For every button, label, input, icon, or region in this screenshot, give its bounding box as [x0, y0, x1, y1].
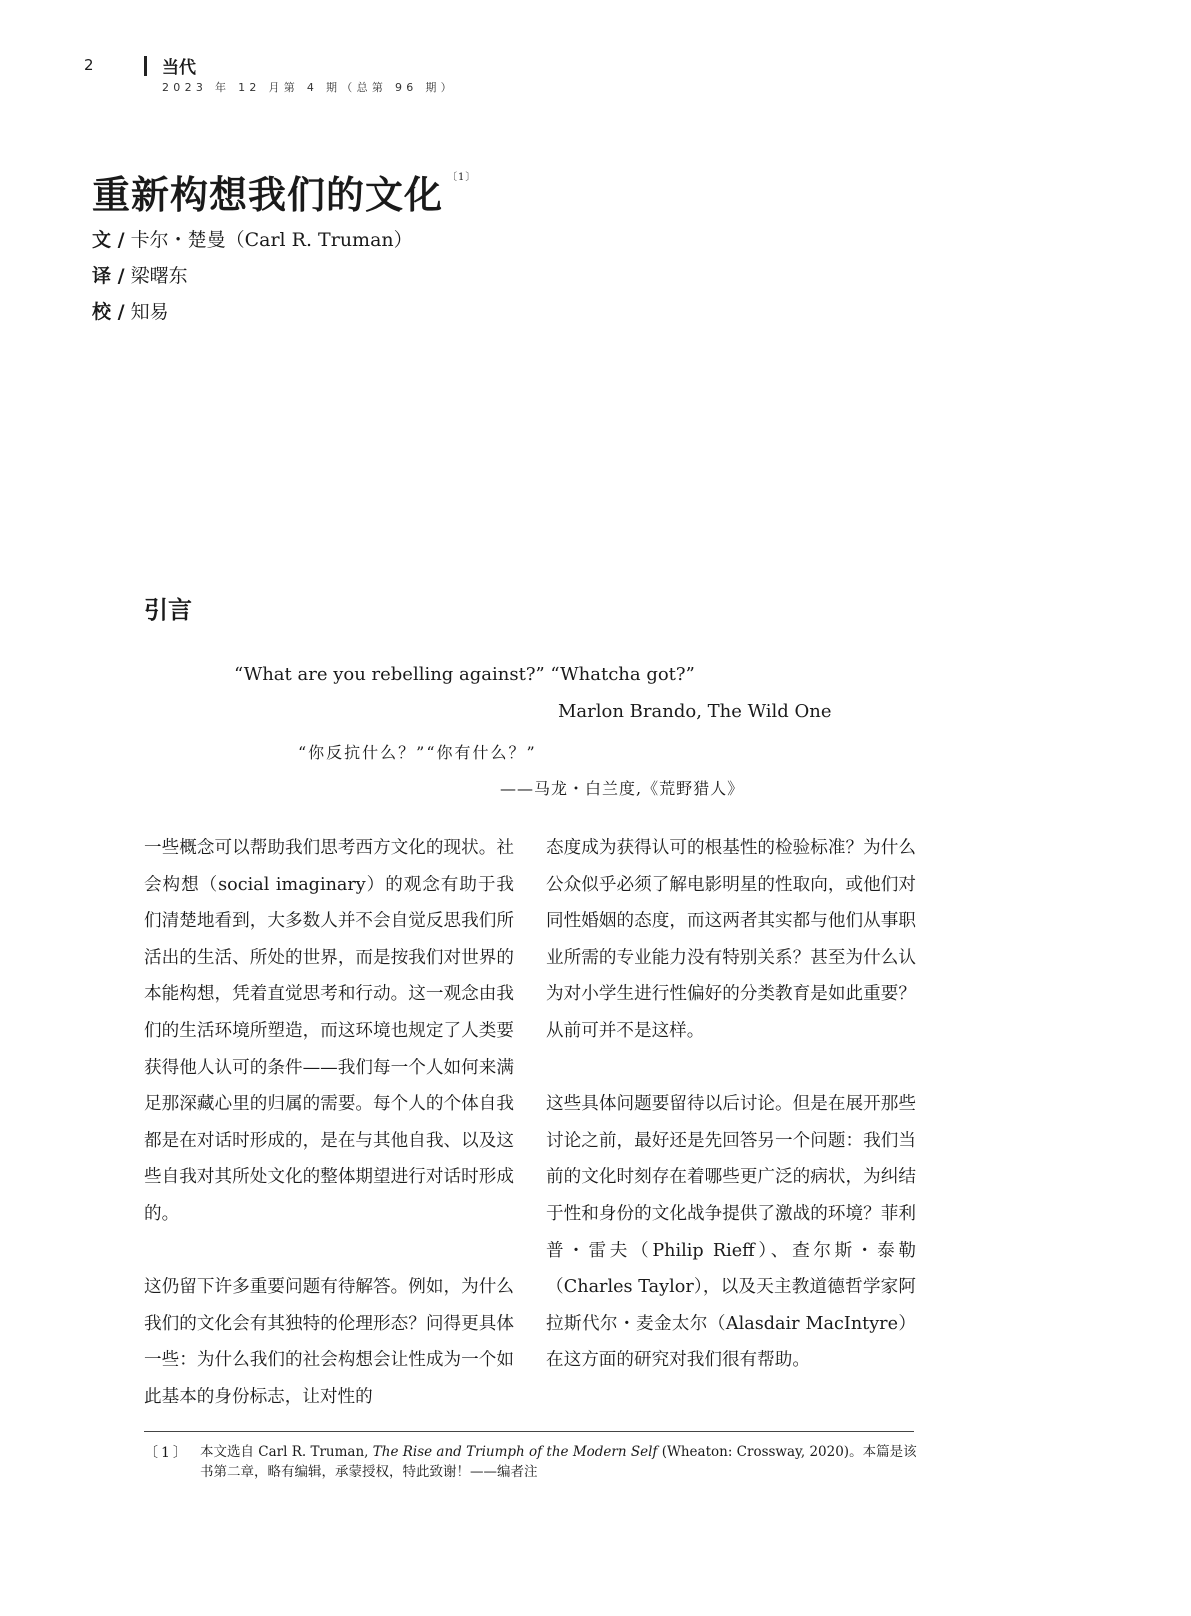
paragraph: 这仍留下许多重要问题有待解答。例如，为什么我们的文化会有其独特的伦理形态？问得更具体一些：为什么我们的社会构想会让性成为一个如此基本的身份标志，让对性的: [144, 1277, 514, 1407]
page-number: 2: [84, 56, 94, 74]
epigraph-chinese-source: ——马龙・白兰度,《荒野猎人》: [500, 779, 745, 798]
author-name: 卡尔・楚曼（Carl R. Truman）: [130, 229, 413, 251]
footnote-divider: [144, 1431, 914, 1432]
footnote-book-title: The Rise and Triumph of the Modern Self: [372, 1444, 658, 1460]
editor-name: 知易: [130, 301, 169, 323]
header-divider: [144, 56, 147, 76]
epigraph-english: “What are you rebelling against?” “Whatcha got?”: [234, 664, 695, 685]
article-title-text: 重新构想我们的文化: [92, 172, 444, 217]
translator-name: 梁曙东: [130, 265, 188, 287]
byline-editor: [92, 297, 169, 324]
epigraph-english-source: Marlon Brando, The Wild One: [558, 701, 832, 722]
byline-translator: [92, 261, 188, 288]
section-heading: 引言: [144, 595, 192, 624]
paragraph: 态度成为获得认可的根基性的检验标准？为什么公众似乎必须了解电影明星的性取向，或他们对同性婚姻的态度，而这两者其实都与他们从事职业所需的专业能力没有特别关系？甚至为什么认为对小学生进行性偏好的分类教育是如此重要？从前可并不是这样。: [546, 838, 916, 1041]
footnote-text: [200, 1442, 918, 1482]
footnote-text-before: 本文选自 Carl R. Truman,: [200, 1444, 373, 1460]
paragraph: 一些概念可以帮助我们思考西方文化的现状。社会构想（social imaginary）的观念有助于我们清楚地看到，大多数人并不会自觉反思我们所活出的生活、所处的世界，而是按我们对世界的本能构想，凭着直觉思考和行动。这一观念由我们的生活环境所塑造，而这环境也规定了人类要获得他人认可的条件——我们每一个人如何来满足那深藏心里的归属的需要。每个人的个体自我都是在对话时形成的，是在与其他自我、以及这些自我对其所处文化的整体期望进行对话时形成的。: [144, 838, 514, 1224]
article-title: [92, 164, 476, 219]
byline-author: [92, 225, 413, 252]
footnote-text-after: (Wheaton: Crossway, 2020)。本篇是该书第二章，略有编辑，承蒙授权，特此致谢！——编者注: [200, 1444, 917, 1480]
issue-info: 2023 年 12 月第 4 期（总第 96 期）: [162, 81, 456, 94]
title-footnote-ref[interactable]: 〔1〕: [447, 172, 477, 183]
author-role: 文 /: [92, 229, 125, 251]
body-column-right: [546, 830, 916, 1379]
editor-role: 校 /: [92, 301, 125, 323]
translator-role: 译 /: [92, 265, 125, 287]
epigraph-chinese: “你反抗什么？”“你有什么？”: [298, 743, 537, 762]
paragraph: 这些具体问题要留待以后讨论。但是在展开那些讨论之前，最好还是先回答另一个问题：我们当前的文化时刻存在着哪些更广泛的病状，为纠结于性和身份的文化战争提供了激战的环境？菲利普・雷夫（Philip Rieff）、查尔斯・泰勒（Charles Taylor），以及天主教道德哲学家阿拉斯代尔・麦金太尔（Alasdair MacIntyre）在这方面的研究对我们很有帮助。: [546, 1094, 916, 1371]
journal-title: 当代: [162, 58, 196, 78]
footnote-marker: 〔1〕: [144, 1445, 190, 1461]
body-column-left: [144, 830, 514, 1416]
